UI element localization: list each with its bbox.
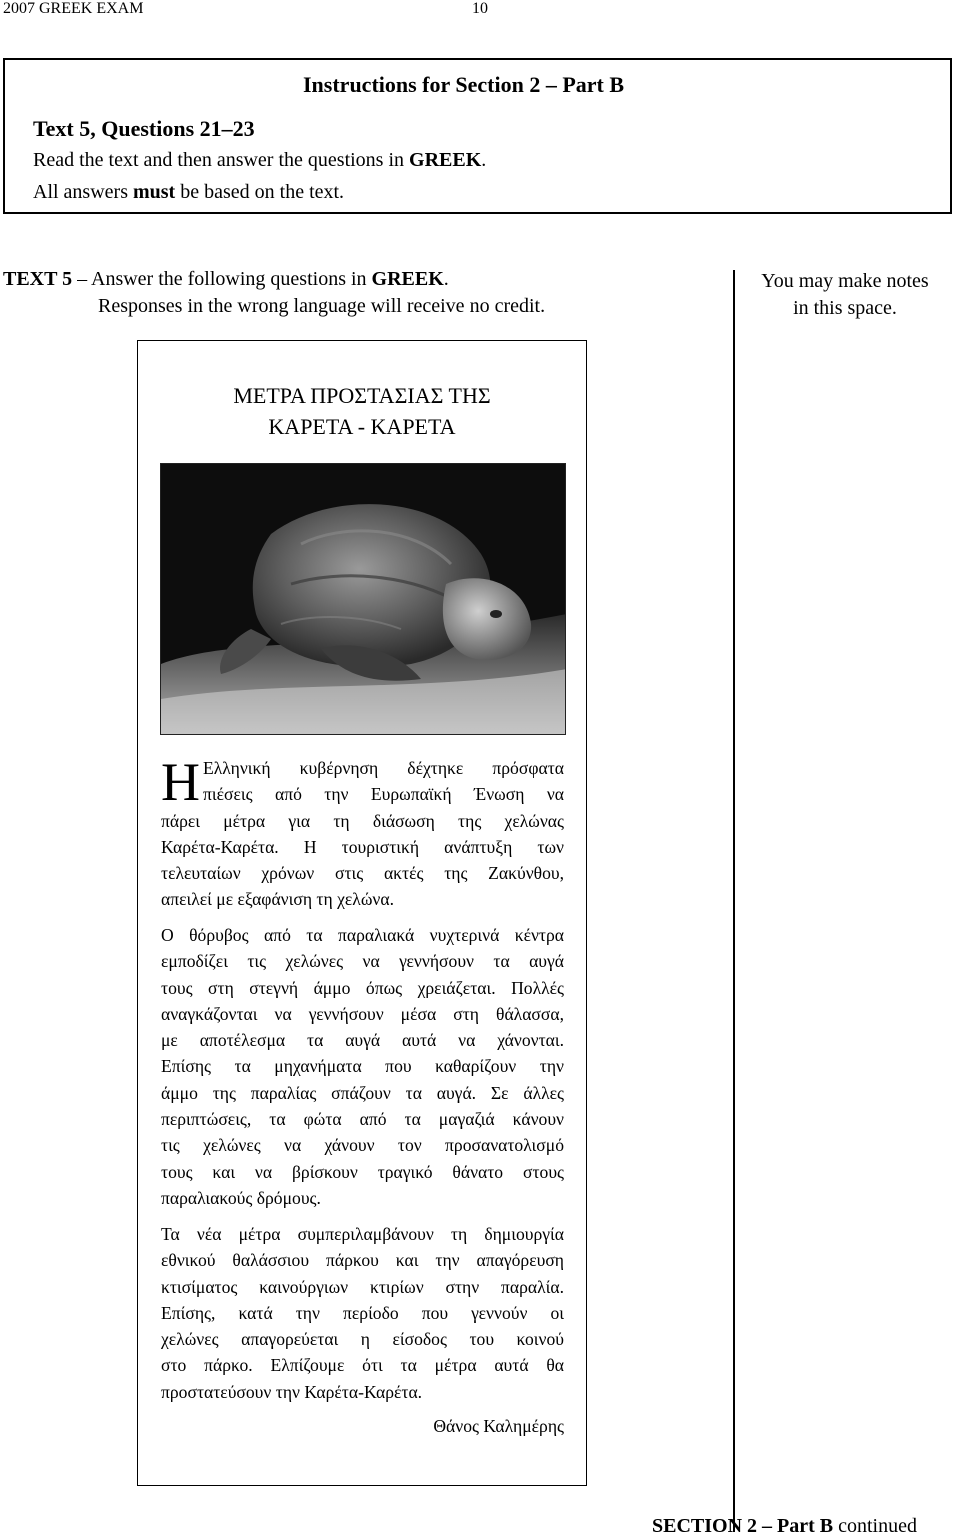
turtle-photo xyxy=(160,463,566,735)
paragraph-line: πιέσεις από την Ευρωπαϊκή Ένωση να xyxy=(203,784,564,805)
paragraph-line: παραλιακούς δρόμους. xyxy=(161,1187,321,1208)
page-number: 10 xyxy=(472,0,488,17)
paragraph-line: πάρει μέτρα για τη διάσωση της χελώνας xyxy=(161,810,564,831)
paragraph-line: τις χελώνες να χάνουν τον προσανατολισμό xyxy=(161,1135,564,1156)
drop-cap: Η xyxy=(161,752,200,812)
paragraph-line: εθνικού θαλάσσιου πάρκου και την απαγόρευση xyxy=(161,1250,564,1271)
paragraph-line: χελώνες απαγορεύεται η είσοδος του κοινού xyxy=(161,1329,564,1350)
paragraph-line: τελευταίων χρόνων στις ακτές της Ζακύνθου, xyxy=(161,863,564,884)
paragraph-line: προστατεύσουν την Καρέτα-Καρέτα. xyxy=(161,1381,423,1402)
text5-instruction-line-2: Responses in the wrong language will receive no credit. xyxy=(98,295,546,317)
paragraph-line: περιπτώσεις, τα φώτα από τα μαγαζιά κάνουν xyxy=(161,1109,564,1130)
notes-divider xyxy=(733,270,735,1532)
notes-caption: You may make notes in this space. xyxy=(761,270,929,319)
paragraph-line: εμποδίζει τις χελώνες να γεννήσουν τα αυγά xyxy=(161,951,564,972)
article-author: Θάνος Καλημέρης xyxy=(433,1416,564,1436)
article-paragraph-3 xyxy=(161,1221,564,1405)
exam-title: 2007 GREEK EXAM xyxy=(3,0,144,17)
paragraph-line: άμμο της παραλίας σπάζουν τα αυγά. Σε άλλες xyxy=(161,1082,564,1103)
paragraph-line: τους στη στεγνή άμμο όπως χρειάζεται. Πολλές xyxy=(161,977,564,998)
paragraph-line: Ο θόρυβος από τα παραλιακά νυχτερινά κέντρα xyxy=(161,925,564,945)
article-paragraph-1 xyxy=(161,752,564,913)
paragraph-line: στο πάρκο. Ελπίζουμε ότι τα μέτρα αυτά θα xyxy=(161,1355,564,1376)
instructions-title: Instructions for Section 2 – Part B xyxy=(303,72,625,97)
paragraph-line: Ελληνική κυβέρνηση δέχτηκε πρόσφατα xyxy=(203,758,564,778)
article-title: ΜΕΤΡΑ ΠΡΟΣΤΑΣΙΑΣ ΤΗΣ ΚΑΡΕΤΑ - ΚΑΡΕΤΑ xyxy=(233,383,491,439)
paragraph-line: τους και να βρίσκουν τραγικό θάνατο στους xyxy=(161,1161,564,1182)
paragraph-line: Επίσης τα μηχανήματα που καθαρίζουν την xyxy=(161,1056,564,1077)
paragraph-line: Καρέτα-Καρέτα. Η τουριστική ανάπτυξη των xyxy=(161,836,564,857)
paragraph-line: απειλεί με εξαφάνιση τη χελώνα. xyxy=(161,889,394,910)
paragraph-line: Τα νέα μέτρα συμπεριλαμβάνουν τη δημιουργία xyxy=(161,1224,564,1244)
page-footer: SECTION 2 – Part B continued xyxy=(652,1515,917,1537)
paragraph-line: αναγκάζονται να γεννήσουν μέσα στη θάλασσα, xyxy=(161,1003,564,1024)
instructions-line-1: Read the text and then answer the questions in GREEK. xyxy=(33,149,487,171)
text5-instruction-line-1: TEXT 5 – Answer the following questions in GREEK. xyxy=(3,268,449,290)
paragraph-line: με αποτέλεσμα τα αυγά αυτά να χάνονται. xyxy=(161,1030,564,1051)
instructions-subtitle: Text 5, Questions 21–23 xyxy=(33,116,255,141)
article-paragraph-2 xyxy=(161,922,564,1211)
paragraph-line: κτισίματος καινούργιων κτιρίων στην παραλία. xyxy=(161,1276,564,1297)
instructions-line-2: All answers must be based on the text. xyxy=(33,181,345,203)
paragraph-line: Επίσης, κατά την περίοδο που γεννούν οι xyxy=(161,1302,564,1323)
